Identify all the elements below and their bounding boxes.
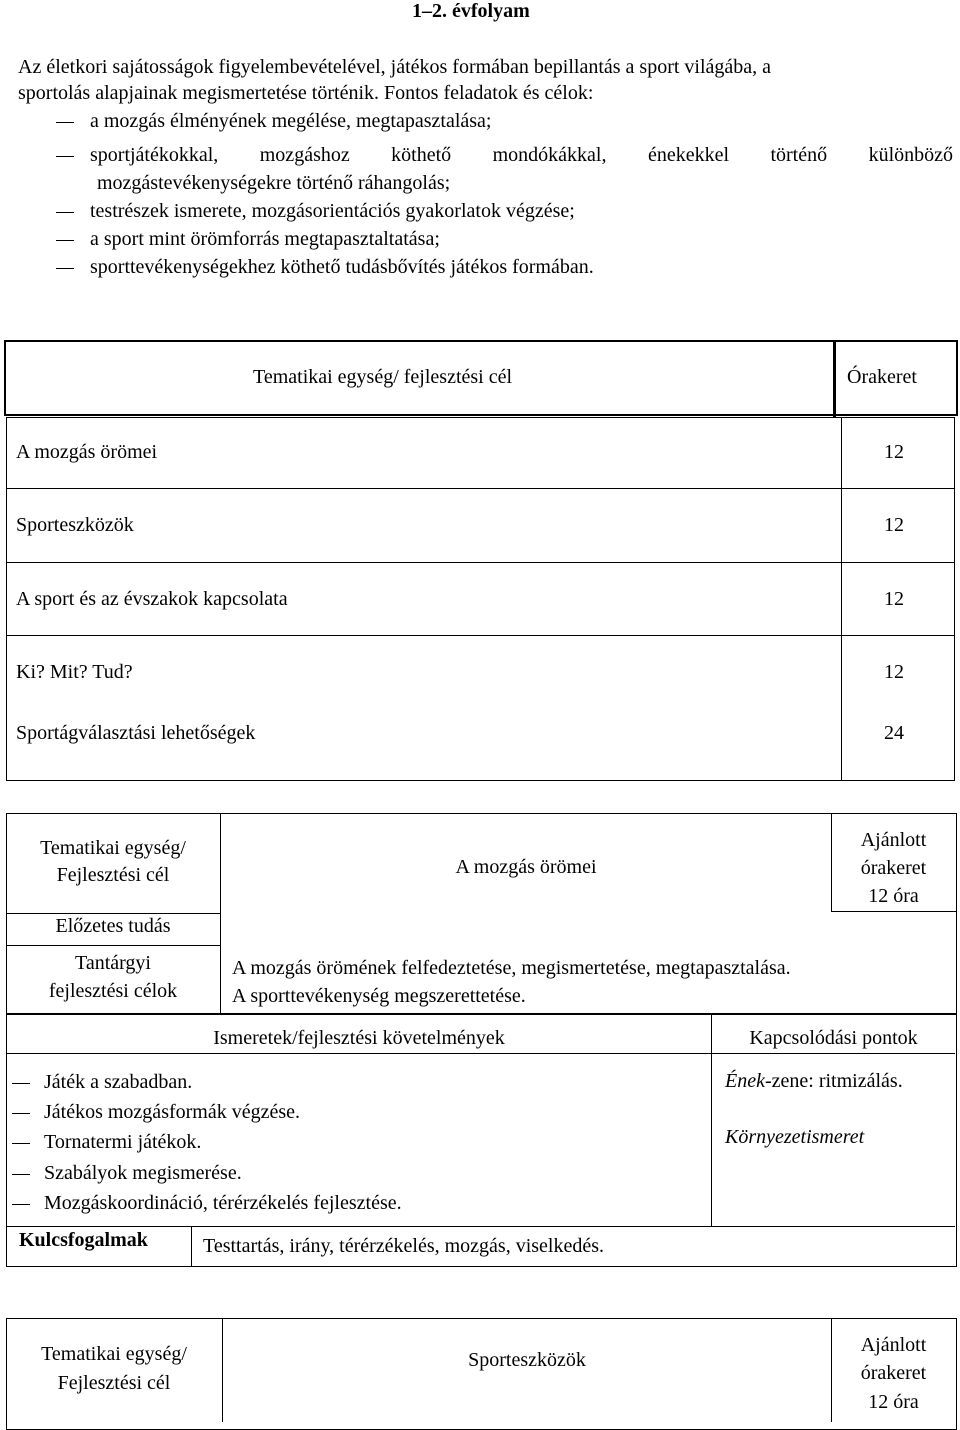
keywords-label: Kulcsfogalmak <box>19 1229 148 1251</box>
connection-item <box>725 1070 903 1093</box>
overview-row-unit: A mozgás örömei <box>16 441 158 463</box>
requirement-item: Szabályok megismerése. <box>44 1162 242 1184</box>
overview-header-divider <box>833 340 836 417</box>
overview-row-hours: 12 <box>884 588 904 610</box>
overview-row-unit: Sporteszközök <box>16 514 134 536</box>
goal-item: sportjátékokkal, mozgáshoz köthető mondókákkal, énekekkel történő különböző <box>90 144 953 166</box>
dash-icon <box>56 156 74 157</box>
overview-row-hours: 24 <box>884 722 904 744</box>
row-divider <box>6 562 955 563</box>
overview-row-unit: Sportágválasztási lehetőségek <box>16 722 256 744</box>
goal-item-continuation: mozgástevékenységekre történő ráhangolás; <box>97 172 451 194</box>
page-heading: 1–2. évfolyam <box>412 0 530 22</box>
unit1-goals-text: A mozgás örömének felfedeztetése, megismertetése, megtapasztalása. <box>232 957 791 979</box>
connection-item: Környezetismeret <box>725 1126 865 1148</box>
row-divider <box>6 635 955 636</box>
overview-header-unit: Tematikai egység/ fejlesztési cél <box>253 366 513 388</box>
overview-row-hours: 12 <box>884 514 904 536</box>
unit1-col-connections: Kapcsolódási pontok <box>749 1027 918 1049</box>
requirement-item: Mozgáskoordináció, térérzékelés fejlesztése. <box>44 1192 402 1214</box>
overview-row-unit: A sport és az évszakok kapcsolata <box>16 588 288 610</box>
dash-icon <box>56 212 74 213</box>
unit1-col-requirements: Ismeretek/fejlesztési követelmények <box>213 1027 505 1049</box>
unit1-label-prior-knowledge: Előzetes tudás <box>55 915 171 937</box>
connection-subject: Ének <box>725 1070 765 1092</box>
overview-row-hours: 12 <box>884 441 904 463</box>
unit1-goals-text-2: A sporttevékenység megszerettetése. <box>232 985 526 1007</box>
unit1-hours-label-2: órakeret <box>860 857 927 879</box>
unit2-title: Sporteszközök <box>468 1349 586 1371</box>
requirement-item: Játék a szabadban. <box>44 1071 193 1093</box>
unit1-label-divider <box>6 913 221 914</box>
intro-line-2: sportolás alapjainak megismertetése történik. Fontos feladatok és célok: <box>18 82 594 104</box>
unit1-keywords-divider <box>6 1226 955 1227</box>
unit2-hours-value: 12 óra <box>868 1391 919 1413</box>
requirement-item: Játékos mozgásformák végzése. <box>44 1101 301 1123</box>
unit1-label-unit-2: Fejlesztési cél <box>56 864 170 886</box>
intro-line-1: Az életkori sajátosságok figyelembevételével, játékos formában bepillantás a sport világába, a <box>18 56 772 78</box>
unit2-hours-label: Ajánlott <box>860 1334 927 1356</box>
unit1-hours-label: Ajánlott <box>860 829 927 851</box>
goal-item: sporttevékenységekhez köthető tudásbővítés játékos formában. <box>90 256 594 278</box>
keywords-text: Testtartás, irány, térérzékelés, mozgás, viselkedés. <box>203 1235 605 1257</box>
dash-icon <box>12 1083 30 1084</box>
dash-icon <box>12 1204 30 1205</box>
unit1-content-header-divider <box>6 1053 955 1054</box>
dash-icon <box>12 1113 30 1114</box>
unit1-hours-value: 12 óra <box>868 885 919 907</box>
dash-icon <box>12 1143 30 1144</box>
dash-icon <box>56 268 74 269</box>
unit2-hours-label-2: órakeret <box>860 1362 927 1384</box>
unit1-keywords-col-divider <box>191 1226 192 1266</box>
dash-icon <box>56 240 74 241</box>
goal-item: a sport mint örömforrás megtapasztaltatása; <box>90 228 440 250</box>
connection-detail: -zene: ritmizálás. <box>764 1070 903 1092</box>
requirement-item: Tornatermi játékok. <box>44 1131 202 1153</box>
unit1-label-divider <box>6 945 221 946</box>
unit1-label-goals: Tantárgyi <box>75 952 151 974</box>
dash-icon <box>56 122 74 123</box>
unit1-label-goals-2: fejlesztési célok <box>48 980 178 1002</box>
dash-icon <box>12 1174 30 1175</box>
overview-row-hours: 12 <box>884 661 904 683</box>
overview-row-unit: Ki? Mit? Tud? <box>16 661 133 683</box>
unit2-label-unit-2: Fejlesztési cél <box>57 1372 171 1394</box>
row-divider <box>6 488 955 489</box>
unit2-label-unit: Tematikai egység/ <box>41 1343 187 1365</box>
goal-item: testrészek ismerete, mozgásorientációs gyakorlatok végzése; <box>90 200 575 222</box>
unit1-label-unit: Tematikai egység/ <box>40 837 186 859</box>
overview-col-divider <box>841 417 842 781</box>
overview-header-hours: Órakeret <box>847 366 917 388</box>
unit1-title: A mozgás örömei <box>455 856 597 878</box>
goal-item: a mozgás élményének megélése, megtapasztalása; <box>90 110 492 132</box>
